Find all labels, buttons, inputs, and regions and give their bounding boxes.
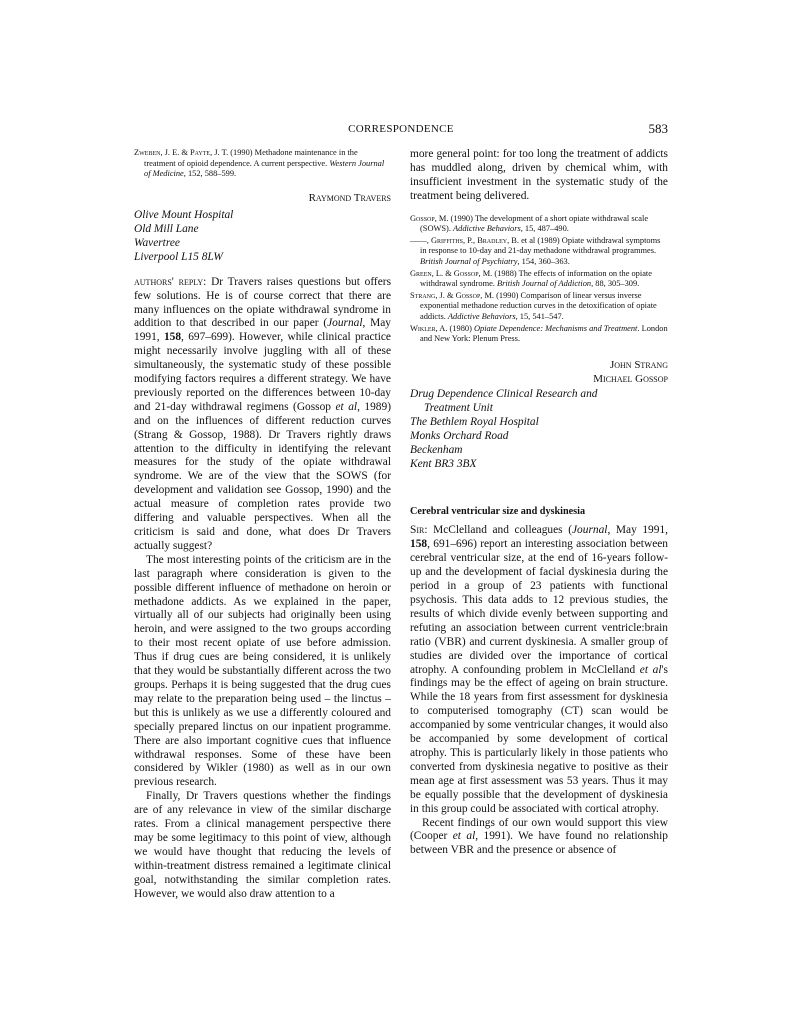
sir-paragraph: Sir: McClelland and colleagues (Journal, May 1991, 158, 691–696) report an interesting association between cerebral ventricular size, at the end of 16-years follow-up and the development of facial dyskinesia during the period in a group of 23 patients with functional psychosis. This data adds to 12 previous studies, the results of which divide evenly between supporting and refuting an association between current ventricle:brain ratio (VBR) and current dyskinesia. A smaller group of studies are divided over the importance of cortical atrophy. A confounding problem in McClelland et al's findings may be the effect of ageing on brain structure. While the 18 years from first assessment for dyskinesia to computerised tomography (CT) scan would be accompanied by some ventricular changes, it would also be accompanied by some development of cortical atrophy. This is particularly likely in those patients who converted from dyskinesia negative to positive as their mean age at first assessment was 53 years. Thus it may be equally possible that the development of dyskinesia in this group could be associated with cortical atrophy. (410, 524, 668, 815)
signature-gossop: Michael Gossop (593, 372, 668, 385)
signature-block (410, 359, 668, 387)
body-paragraph: more general point: for too long the treatment of addicts has muddled along, driven by chemical whim, with insufficient investment in the systematic study of the treatment being delivered. (410, 148, 668, 202)
reference-item: ——, Griffiths, P., Bradley, B. et al (1989) Opiate withdrawal symptoms in response to 10-day and 21-day methadone withdrawal programmes. British Journal of Psychiatry, 154, 360–363. (410, 235, 661, 266)
reference-item: Gossop, M. (1990) The development of a short opiate withdrawal scale (SOWS). Addictive Behaviors, 15, 487–490. (410, 213, 649, 234)
right-column (410, 148, 668, 858)
authors-reply-paragraph: authors' reply: Dr Travers raises questions but offers few solutions. He is of course correct that there are many influences on the opiate withdrawal syndrome in addition to that described in our paper (Journal, May 1991, 158, 697–699). However, while clinical practice might necessarily involve juggling with all of these simultaneously, the systematic study of these possible modifying factors requires a different strategy. We have previously reported on the differences between 10-day and 21-day withdrawal regimens (Gossop et al, 1989) and on the influences of different reduction curves (Strang & Gossop, 1988). Dr Travers rightly draws attention to the difficulty in identifying the relevant measures for the study of the opiate withdrawal syndrome. We are of the view that the SOWS (for development and validation see Gossop, 1990) and the actual measure of completion rates provide two differing and valuable perspectives. When all the criticism is said and done, what does Dr Travers actually suggest? (134, 275, 391, 552)
reference-item: Green, L. & Gossop, M. (1988) The effects of information on the opiate withdrawal syndrome. British Journal of Addiction, 88, 305–309. (410, 268, 652, 289)
signature-travers: Raymond Travers (308, 191, 391, 204)
reference-list (410, 214, 668, 345)
left-column (134, 148, 391, 901)
reference-item: Wikler, A. (1980) Opiate Dependence: Mechanisms and Treatment. London and New York: Plenum Press. (410, 323, 668, 344)
page-header (134, 121, 668, 137)
reference-zweben: Zweben, J. E. & Payte, J. T. (1990) Methadone maintenance in the treatment of opioid dependence. A current perspective. Western Journal of Medicine, 152, 588–599. (134, 148, 385, 179)
body-paragraph: Recent findings of our own would support this view (Cooper et al, 1991). We have found no relationship between VBR and the presence or absence of (410, 816, 668, 857)
page-number: 583 (648, 121, 668, 136)
address-bethlem: Drug Dependence Clinical Research and Treatment Unit The Bethlem Royal Hospital Monks Orchard Road Beckenham Kent BR3 3BX (410, 387, 598, 470)
section-heading: Cerebral ventricular size and dyskinesia (410, 505, 586, 517)
body-paragraph: The most interesting points of the criticism are in the last paragraph where consideration is given to the possible different influence of methadone on heroin or methadone addicts. As we explained in the paper, virtually all of our subjects had originally been using heroin, and were assigned to the two groups according to their most recent opiate of use before admission. Thus if drug cues are being considered, it is unlikely that they would be substantially different across the two groups. Perhaps it is being suggested that the drug cues may relate to the preparation being used – the linctus – but this is unlikely as we use a differently coloured and specially prepared linctus on our inpatient programme. There are also important cognitive cues that influence withdrawal responses. Some of these have been considered by Wikler (1980) as well as in our own previous research. (134, 553, 391, 789)
reference-item: Strang, J. & Gossop, M. (1990) Comparison of linear versus inverse exponential methadone reduction curves in the detoxification of opiate addicts. Addictive Behaviors, 15, 541–547. (410, 290, 657, 321)
running-title: CORRESPONDENCE (348, 123, 454, 135)
signature-strang: John Strang (609, 358, 668, 371)
address-travers: Olive Mount Hospital Old Mill Lane Wavertree Liverpool L15 8LW (134, 208, 234, 263)
body-paragraph: Finally, Dr Travers questions whether the findings are of any relevance in view of the similar discharge rates. From a clinical management perspective there may be some legitimacy to this point of view, although we would have thought that reducing the levels of within-treatment distress remained a legitimate clinical goal, notwithstanding the similar completion rates. However, we would also draw attention to a (134, 790, 391, 900)
